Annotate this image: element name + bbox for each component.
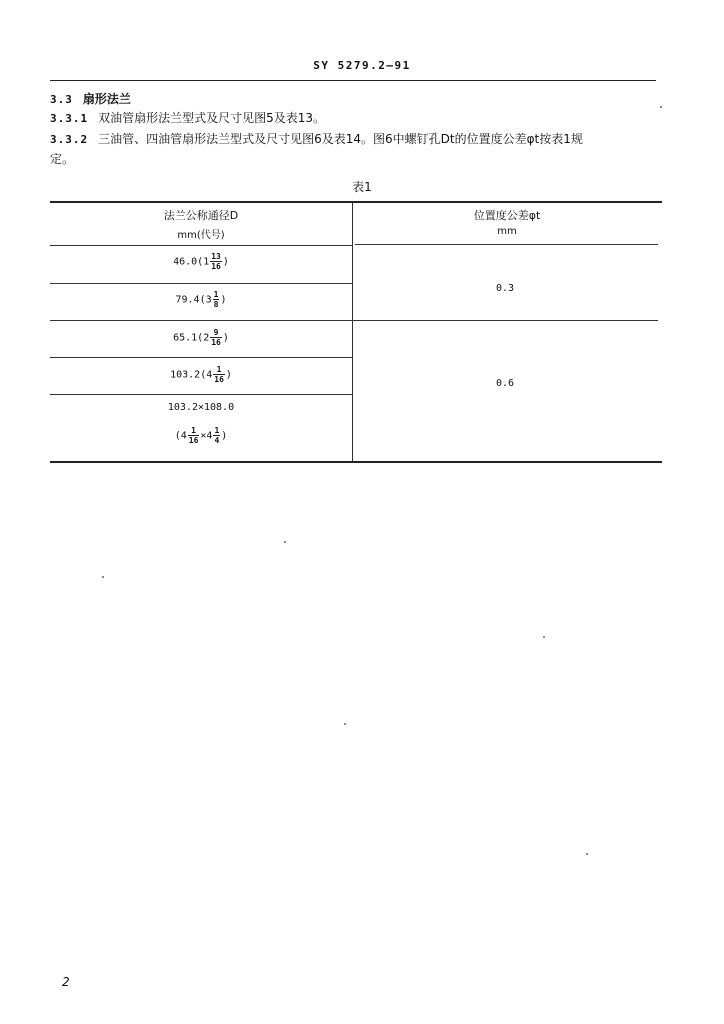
table-row-divider (355, 244, 658, 245)
fraction-numerator: 1 (213, 365, 225, 375)
fraction-denominator: 4 (214, 436, 220, 445)
clause-number: 3.3.2 (50, 133, 89, 146)
flange-size: 103.2×108.0 (167, 402, 235, 413)
section-3-3 (50, 91, 131, 107)
flange-size: 79.4 (175, 294, 200, 306)
clause-3-3-2 (50, 131, 583, 147)
table-row-divider (50, 245, 352, 246)
scan-speck (344, 723, 346, 725)
scan-speck (102, 576, 104, 578)
flange-size: 103.2 (170, 369, 201, 381)
table-row: (4 $\frac{1}{16}$ ×4 $\frac{1}{4}$ ) (174, 426, 228, 445)
fraction-denominator: 16 (211, 338, 221, 347)
clause-text: 三油管、四油管扇形法兰型式及尺寸见图6及表14。图6中螺钉孔Dt的位置度公差φt按表1规 (98, 132, 583, 146)
table-row-divider (50, 320, 658, 321)
clause-3-3-1 (50, 110, 325, 126)
size-code-whole: 4 (206, 369, 213, 381)
tolerance-value: 0.3 (495, 283, 515, 294)
table-row: 65.1(2 $\frac{9}{16}$ ) (173, 328, 229, 347)
fraction-numerator: 9 (210, 328, 222, 338)
fraction-numerator: 1 (214, 426, 220, 435)
fraction-denominator: 16 (211, 262, 221, 271)
table-bottom-rule (50, 461, 662, 463)
fraction-denominator: 16 (188, 436, 199, 445)
size-code-whole: 1 (203, 256, 210, 268)
scan-speck (284, 541, 286, 543)
standard-number: SY 5279.2—91 (313, 59, 411, 72)
col1-header: 法兰公称通径D (163, 209, 239, 222)
size-code-fraction (210, 328, 222, 347)
section-title: 扇形法兰 (82, 92, 131, 106)
fraction-denominator: 16 (214, 375, 224, 384)
tolerance-value: 0.6 (495, 378, 515, 389)
clause-text: 双油管扇形法兰型式及尺寸见图5及表13。 (98, 111, 326, 125)
clause-3-3-2-continued (50, 151, 74, 167)
scan-speck (660, 106, 662, 108)
fraction-numerator: 1 (188, 426, 200, 436)
table-row-divider (50, 357, 352, 358)
fraction-numerator: 1 (213, 290, 219, 299)
fraction-denominator: 8 (213, 300, 219, 309)
size-code-whole: 4 (206, 430, 213, 442)
scan-speck (586, 853, 588, 855)
clause-text-continued: 定。 (50, 152, 75, 166)
table-row: 46.0(1 $\frac{13}{16}$ ) (173, 252, 229, 271)
table-row-divider (50, 283, 352, 284)
col2-unit: mm (497, 226, 517, 237)
flange-size: 46.0 (173, 256, 198, 268)
scan-speck (543, 636, 545, 638)
clause-number: 3.3.1 (50, 112, 89, 125)
size-code-fraction (213, 365, 225, 384)
size-code-fraction (213, 290, 220, 309)
size-code-fraction (213, 426, 220, 445)
size-code-whole: 2 (203, 332, 210, 344)
table-top-rule (50, 201, 662, 203)
table-column-divider (352, 203, 353, 461)
size-code-whole: 4 (180, 430, 187, 442)
table-caption: 表1 (352, 180, 372, 194)
table-row: 79.4(3 $\frac{1}{8}$ ) (175, 290, 227, 309)
size-code-fraction (188, 426, 200, 445)
col2-header: 位置度公差φt (473, 209, 541, 222)
table-row-divider (50, 394, 352, 395)
size-code-whole: 3 (205, 294, 212, 306)
section-number: 3.3 (50, 93, 73, 106)
table-row: 103.2(4 $\frac{1}{16}$ ) (170, 365, 232, 384)
size-code-fraction (210, 252, 222, 271)
col1-unit: mm(代号) (177, 230, 225, 241)
flange-size: 65.1 (173, 332, 198, 344)
header-rule (50, 80, 656, 81)
page-number: 2 (62, 975, 70, 989)
fraction-numerator: 13 (211, 252, 221, 261)
